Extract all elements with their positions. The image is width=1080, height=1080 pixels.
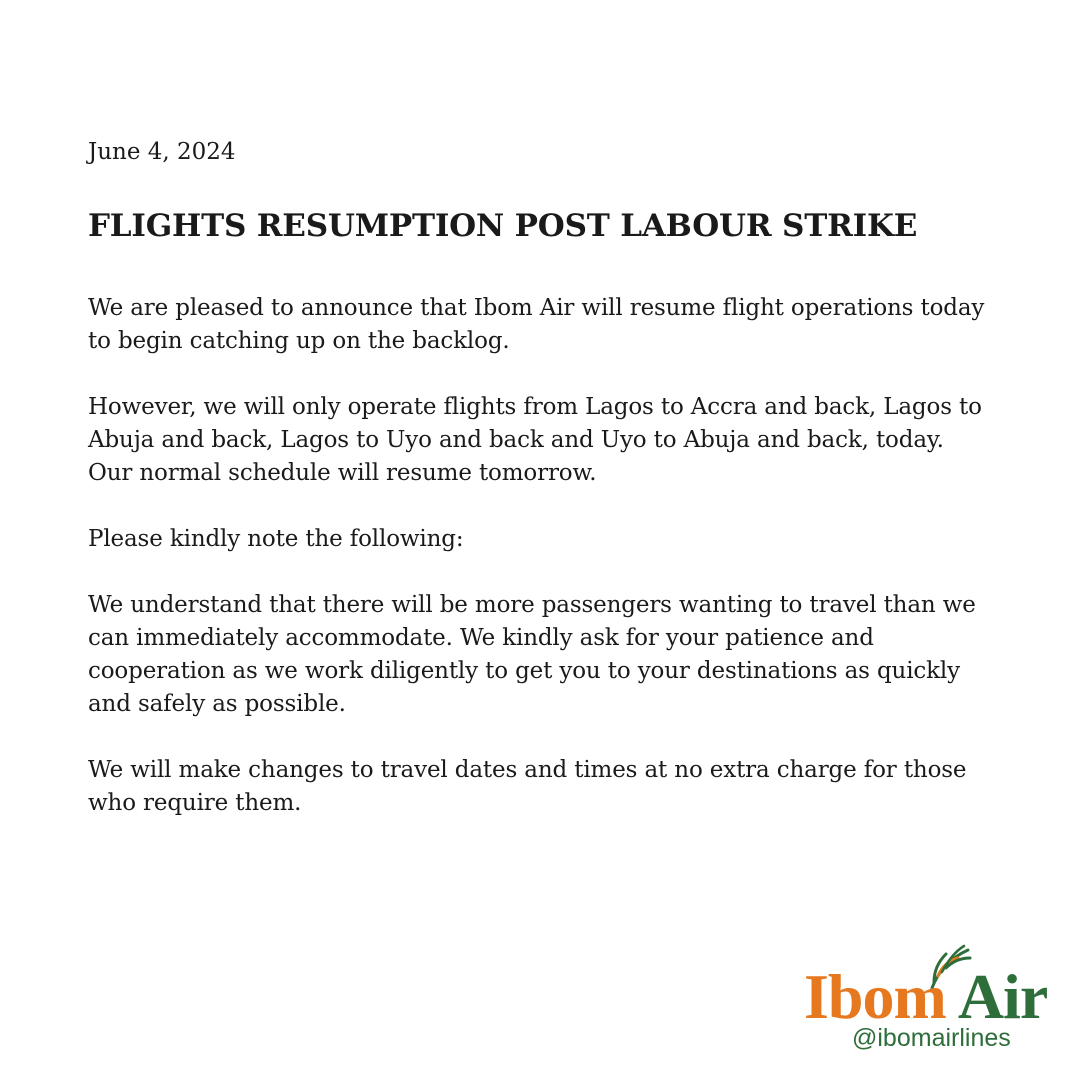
paragraph-patience: We understand that there will be more passengers wanting to travel than we can immediately accommodate. We kindly ask for your patience and cooperation as we work diligently to get you to your destinations as quickly and safely as possible. xyxy=(88,592,976,717)
logo-wordmark xyxy=(804,962,1047,1032)
paragraph-announcement: We are pleased to announce that Ibom Air will resume flight operations today to begin catching up on the backlog. xyxy=(88,295,985,354)
notice-body xyxy=(88,136,988,820)
ibom-air-logo xyxy=(804,942,1054,1056)
logo-word-ibom: Ibom xyxy=(804,961,946,1032)
paragraph-note-intro: Please kindly note the following: xyxy=(88,526,464,552)
logo-word-air: Air xyxy=(957,961,1048,1032)
notice-title: FLIGHTS RESUMPTION POST LABOUR STRIKE xyxy=(88,208,918,244)
notice-date: June 4, 2024 xyxy=(88,139,236,165)
social-handle: @ibomairlines xyxy=(852,1024,1011,1052)
paragraph-changes: We will make changes to travel dates and times at no extra charge for those who require them. xyxy=(88,757,967,816)
paragraph-routes: However, we will only operate flights from Lagos to Accra and back, Lagos to Abuja and back, Lagos to Uyo and back and Uyo to Abuja and back, today. Our normal schedule will resume tomorrow. xyxy=(88,394,982,486)
